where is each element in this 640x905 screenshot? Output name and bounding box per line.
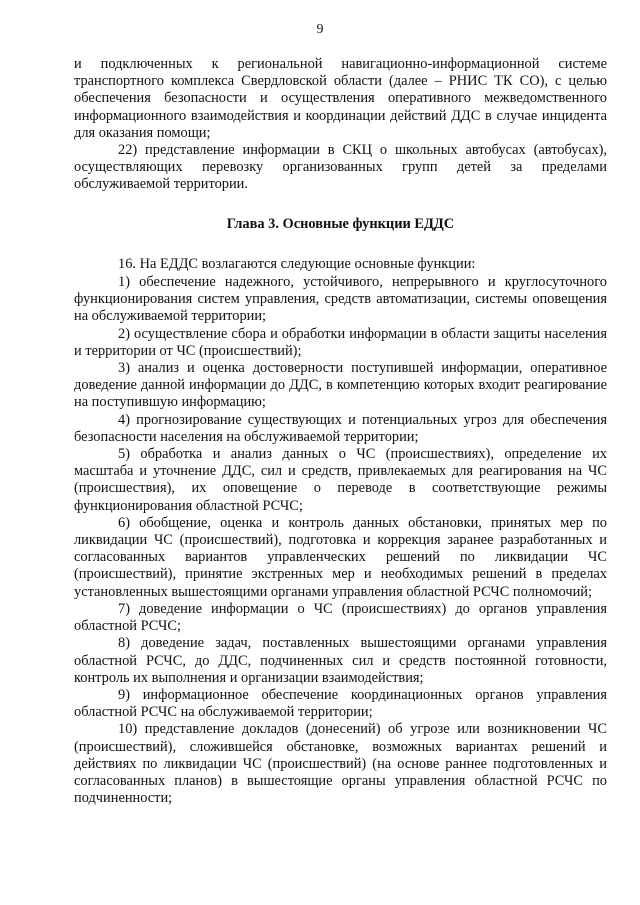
- section-lead: 16. На ЕДДС возлагаются следующие основные функции:: [118, 255, 476, 272]
- intro-paragraph: и подключенных к региональной навигационно-информационной системе транспортного комплекса Свердловской области (далее – РНИС ТК СО), с целью обеспечения безопасности и осуществления оперативного межведомственного информационного взаимодействия и координации действий ДДС в случае инцидента для оказания помощи;: [74, 56, 607, 141]
- function-item: 5) обработка и анализ данных о ЧС (происшествиях), определение их масштаба и уточнение ДДС, сил и средств, привлекаемых для реагирования на ЧС (происшествия), их оповещение о переводе в соответствующие режимы функционирования областной РСЧС;: [74, 446, 607, 514]
- function-item: 3) анализ и оценка достоверности поступившей информации, оперативное доведение данной информации до ДДС, в компетенцию которых входит реагирование на поступившую информацию;: [74, 360, 607, 411]
- function-item: 8) доведение задач, поставленных вышестоящими органами управления областной РСЧС, до ДДС, подчиненных сил и средств постоянной готовности, контроль их выполнения и организации взаимодействия;: [74, 635, 607, 686]
- intro-paragraph: 22) представление информации в СКЦ о школьных автобусах (автобусах), осуществляющих перевозку организованных групп детей за пределами обслуживаемой территории.: [74, 142, 607, 193]
- function-item: 10) представление докладов (донесений) об угрозе или возникновении ЧС (происшествий), сложившейся обстановке, возможных вариантах решений и действиях по ликвидации ЧС (происшествий) (на основе раннее подготовленных и согласованных планов) в вышестоящие органы управления областной РСЧС по подчиненности;: [74, 721, 607, 807]
- function-item: 7) доведение информации о ЧС (происшествиях) до органов управления областной РСЧС;: [74, 600, 607, 635]
- document-body: [74, 56, 607, 807]
- function-item: 2) осуществление сбора и обработки информации в области защиты населения и территории от ЧС (происшествий);: [74, 325, 607, 359]
- page-number: 9: [316, 22, 324, 37]
- function-item: 4) прогнозирование существующих и потенциальных угроз для обеспечения безопасности населения на обслуживаемой территории;: [74, 411, 607, 445]
- function-item: 6) обобщение, оценка и контроль данных обстановки, принятых мер по ликвидации ЧС (происшествий), подготовка и коррекция заранее разработанных и согласованных вариантов управленческих решений по ликвидации ЧС (происшествий), принятие экстренных мер и необходимых решений в пределах установленных вышестоящими органами управления областной РСЧС полномочий;: [74, 514, 607, 600]
- function-item: 1) обеспечение надежного, устойчивого, непрерывного и круглосуточного функционирования систем управления, средств автоматизации, системы оповещения на обслуживаемой территории;: [74, 274, 607, 325]
- function-item: 9) информационное обеспечение координационных органов управления областной РСЧС на обслуживаемой территории;: [74, 686, 607, 721]
- chapter-title: Глава 3. Основные функции ЕДДС: [226, 215, 455, 232]
